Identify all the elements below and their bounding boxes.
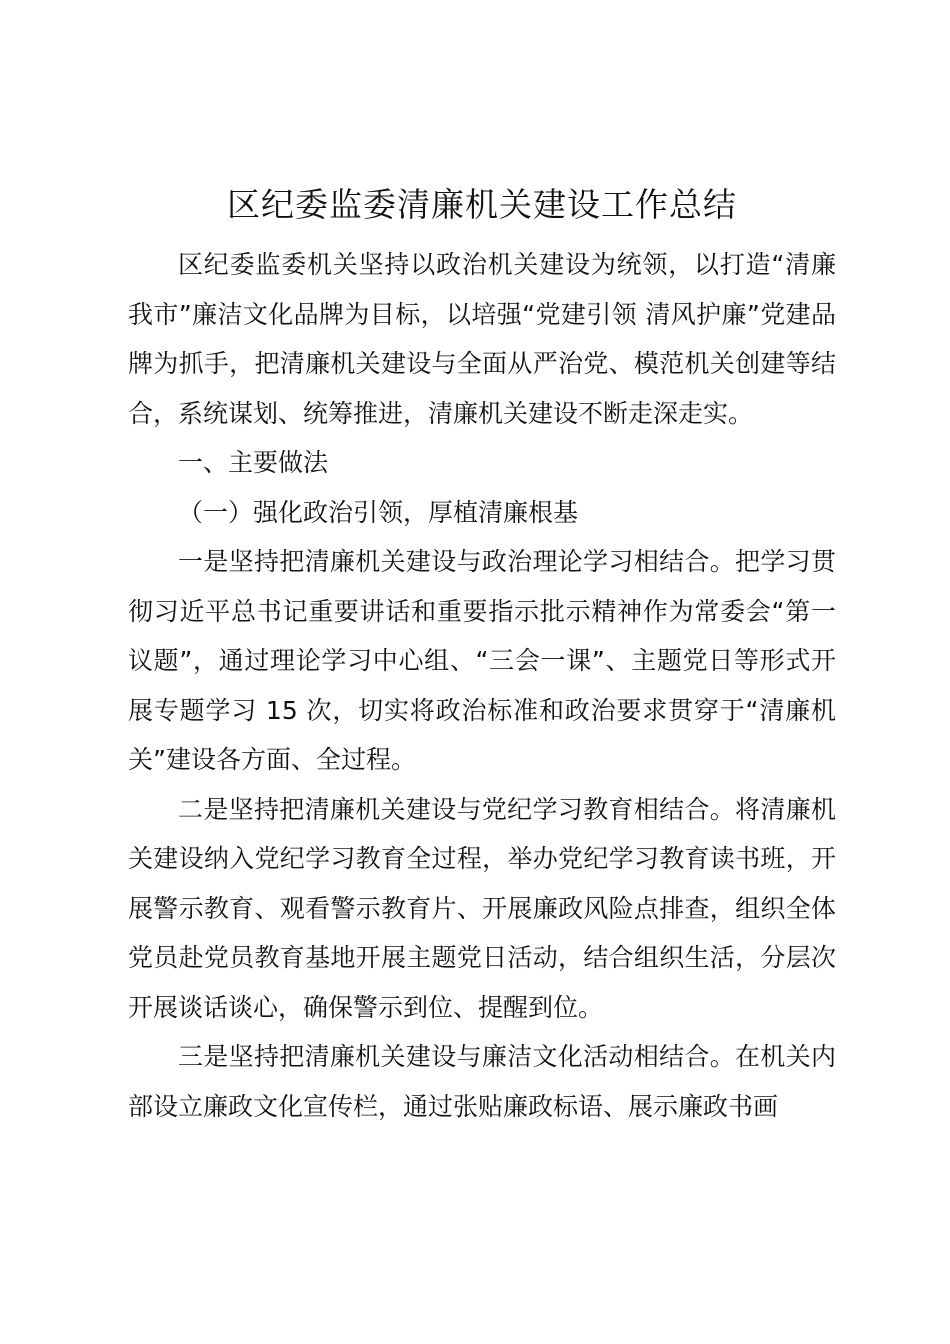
document-title: 区纪委监委清廉机关建设工作总结 bbox=[227, 185, 737, 224]
section-heading-main-practices: 一、主要做法 bbox=[178, 448, 329, 477]
document-page bbox=[128, 180, 836, 1131]
paragraph-clean-culture: 三是坚持把清廉机关建设与廉洁文化活动相结合。在机关内部设立廉政文化宣传栏，通过张贴廉政标语、展示廉政书画 bbox=[128, 1042, 836, 1121]
intro-paragraph: 区纪委监委机关坚持以政治机关建设为统领，以打造“清廉我市”廉洁文化品牌为目标，以培强“党建引领 清风护廉”党建品牌为抓手，把清廉机关建设与全面从严治党、模范机关创建等结合，系统谋划、统筹推进，清廉机关建设不断走深走实。 bbox=[128, 250, 836, 428]
subsection-heading-political-guidance: （一）强化政治引领，厚植清廉根基 bbox=[178, 497, 579, 527]
paragraph-theory-study: 一是坚持把清廉机关建设与政治理论学习相结合。把学习贯彻习近平总书记重要讲话和重要指示批示精神作为常委会“第一议题”，通过理论学习中心组、“三会一课”、主题党日等形式开展专题学习 15 次，切实将政治标准和政治要求贯穿于“清廉机关”建设各方面、全过程。 bbox=[128, 547, 836, 774]
paragraph-discipline-education: 二是坚持把清廉机关建设与党纪学习教育相结合。将清廉机关建设纳入党纪学习教育全过程，举办党纪学习教育读书班，开展警示教育、观看警示教育片、开展廉政风险点排查，组织全体党员赴党员教育基地开展主题党日活动，结合组织生活，分层次开展谈话谈心，确保警示到位、提醒到位。 bbox=[128, 794, 836, 1022]
